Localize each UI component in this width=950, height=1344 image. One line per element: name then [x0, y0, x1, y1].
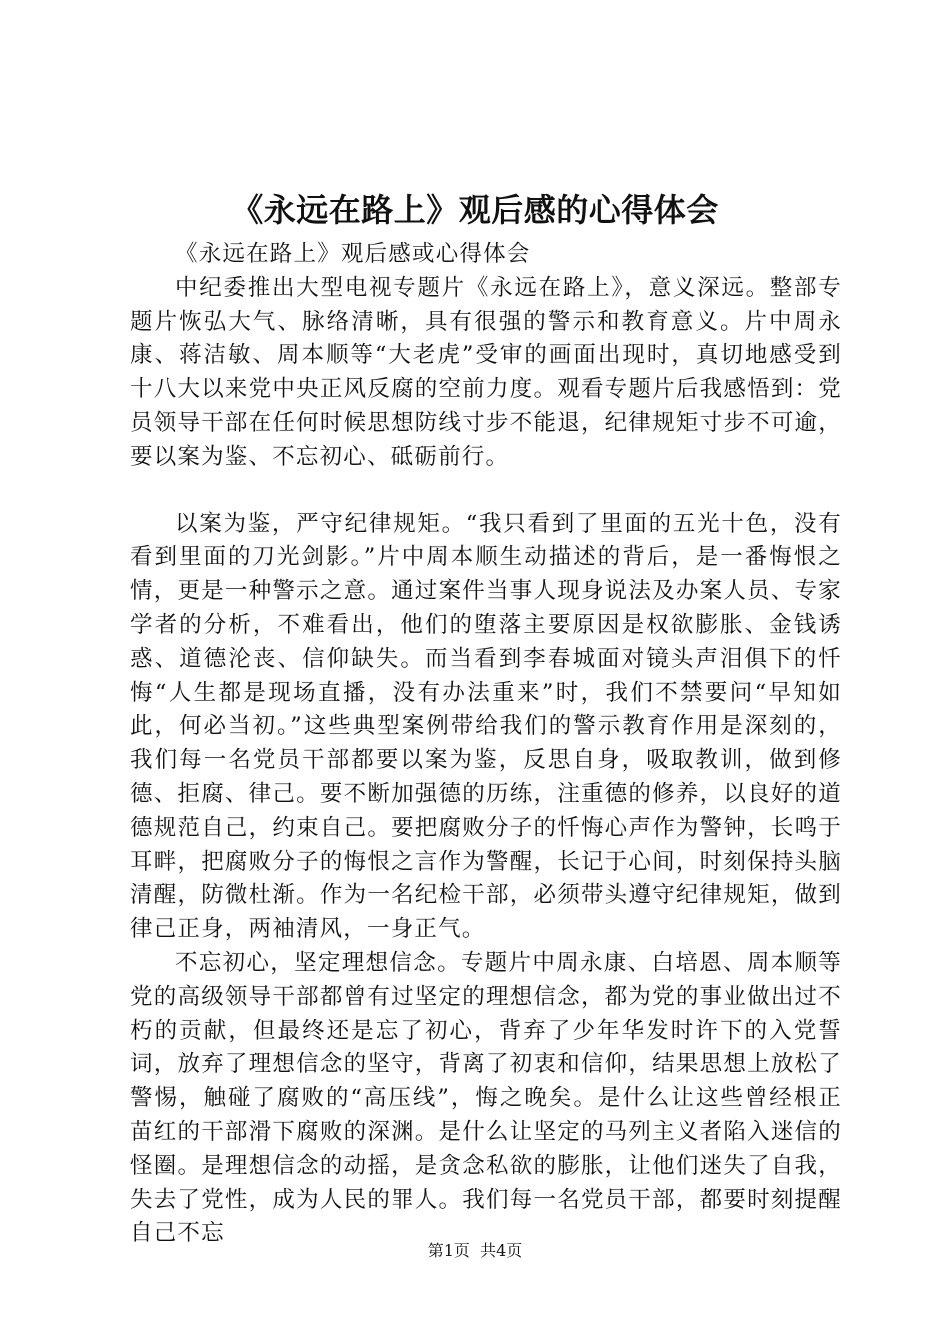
- paragraph-ideals: 不忘初心，坚定理想信念。专题片中周永康、白培恩、周本顺等党的高级领导干部都曾有过坚定的理想信念，都为党的事业做出过不朽的贡献，但最终还是忘了初心，背弃了少年华发时许下的入党誓词，放弃了理想信念的坚守，背离了初衷和信仰，结果思想上放松了警惕，触碰了腐败的“高压线”，悔之晚矣。是什么让这些曾经根正苗红的干部滑下腐败的深渊。是什么让坚定的马列主义者陷入迷信的怪圈。是理想信念的动摇，是贪念私欲的膨胀，让他们迷失了自我，失去了党性，成为人民的罪人。我们每一名党员干部，都要时刻提醒自己不忘: [130, 949, 842, 1247]
- document-body: [130, 238, 842, 1251]
- document-title: 《永远在路上》观后感的心得体会: [231, 191, 719, 229]
- subtitle-line: 《永远在路上》观后感或心得体会: [175, 241, 531, 267]
- page-footer: [0, 1240, 950, 1262]
- paragraph-lessons: 以案为鉴，严守纪律规矩。“我只看到了里面的五光十色，没有看到里面的刀光剑影。”片中周本顺生动描述的背后，是一番悔恨之情，更是一种警示之意。通过案件当事人现身说法及办案人员、专家学者的分析，不难看出，他们的堕落主要原因是权欲膨胀、金钱诱惑、道德沦丧、信仰缺失。而当看到李春城面对镜头声泪俱下的忏悔“人生都是现场直播，没有办法重来”时，我们不禁要问“早知如此，何必当初。”这些典型案例带给我们的警示教育作用是深刻的，我们每一名党员干部都要以案为鉴，反思自身，吸取教训，做到修德、拒腐、律己。要不断加强德的历练，注重德的修养，以良好的道德规范自己，约束自己。要把腐败分子的忏悔心声作为警钟，长鸣于耳畔，把腐败分子的悔恨之言作为警醒，长记于心间，时刻保持头脑清醒，防微杜渐。作为一名纪检干部，必须带头遵守纪律规矩，做到律己正身，两袖清风，一身正气。: [130, 510, 842, 943]
- page-number: 第1页 共4页: [427, 1241, 523, 1260]
- paragraph-intro: 中纪委推出大型电视专题片《永远在路上》，意义深远。整部专题片恢弘大气、脉络清晰，具有很强的警示和教育意义。片中周永康、蒋洁敏、周本顺等“大老虎”受审的画面出现时，真切地感受到十八大以来党中央正风反腐的空前力度。观看专题片后我感悟到：党员领导干部在任何时候思想防线寸步不能退，纪律规矩寸步不可逾，要以案为鉴、不忘初心、砥砺前行。: [130, 274, 842, 470]
